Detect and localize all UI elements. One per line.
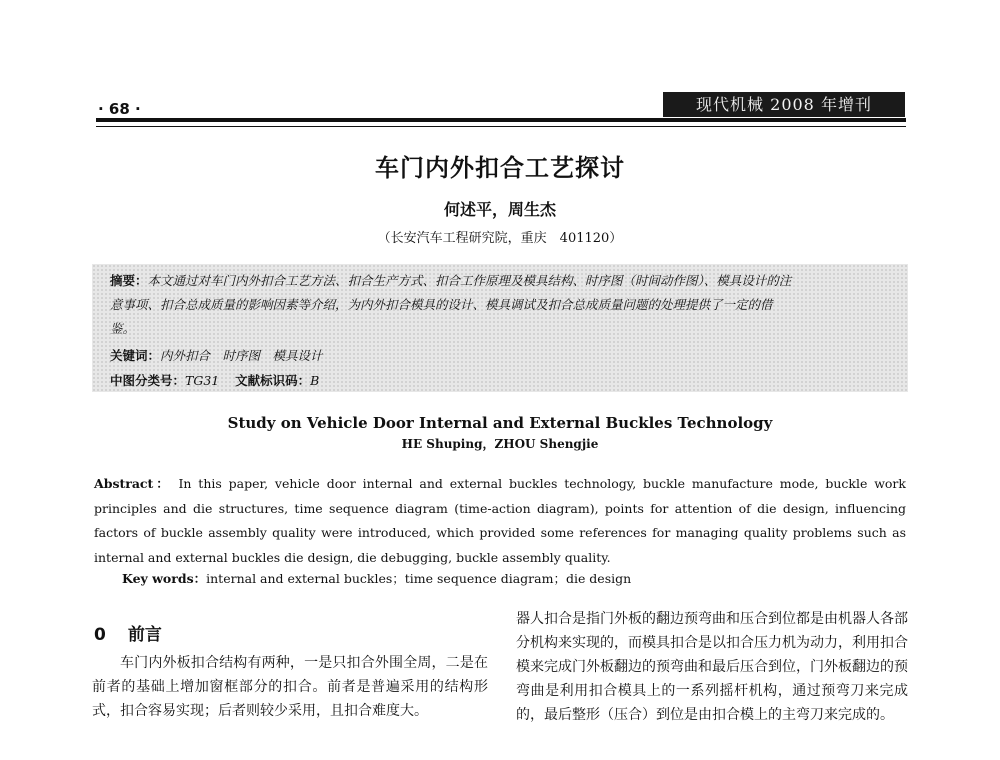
doc-code-value: B: [310, 373, 320, 388]
abstract-en: [94, 472, 906, 570]
header-rule-thin: [96, 126, 906, 127]
abstract-cn-line-3: 鉴。: [110, 321, 136, 336]
abstract-en-label: Abstract：: [94, 476, 172, 491]
article-title-en: Study on Vehicle Door Internal and External Buckles Technology: [227, 414, 773, 432]
authors-cn: 何述平，周生杰: [443, 200, 556, 219]
keywords-cn-value: 内外扣合 时序图 模具设计: [160, 348, 323, 363]
page-number: · 68 ·: [98, 100, 141, 118]
section-title: 前言: [127, 625, 162, 645]
authors-en: HE Shuping，ZHOU Shengjie: [401, 437, 599, 451]
classification-line: [110, 371, 319, 389]
section-number: 0: [94, 625, 106, 645]
keywords-cn-label: 关键词：: [110, 348, 161, 363]
keywords-en-label: Key words：: [122, 571, 207, 586]
keywords-cn: [110, 346, 323, 364]
affiliation-cn: （长安汽车工程研究院，重庆 401120）: [377, 231, 623, 246]
journal-banner: 现代机械 2008 年增刊: [663, 92, 905, 117]
keywords-en-value: internal and external buckles；time sequence diagram；die design: [206, 571, 632, 586]
keywords-en: [122, 569, 631, 587]
abstract-en-text: In this paper, vehicle door internal and external buckles technology, buckle manufacture mode, buckle work principles and die structures, time sequence diagram (time-action diagram), points for attention of die design, influencing factors of buckle assembly quality were introduced, which provided some references for managing quality problems such as internal and external buckles die design, die debugging, buckle assembly quality.: [94, 476, 906, 565]
body-paragraph-right: 器人扣合是指门外板的翻边预弯曲和压合到位都是由机器人各部分机构来实现的，而模具扣合是以扣合压力机为动力，利用扣合模来完成门外板翻边的预弯曲和最后压合到位，门外板翻边的预弯曲是利用扣合模具上的一系列摇杆机构，通过预弯刀来完成的，最后整形（压合）到位是由扣合模上的主弯刀来完成的。: [516, 611, 908, 723]
abstract-cn-line-2: 意事项、扣合总成质量的影响因素等介绍，为内外扣合模具的设计、模具调试及扣合总成质量问题的处理提供了一定的借: [110, 297, 773, 312]
header-rule-thick: [96, 118, 906, 122]
abstract-cn-label: 摘要：: [110, 273, 148, 288]
section-heading: [94, 620, 184, 645]
abstract-cn-text-1: 本文通过对车门内外扣合工艺方法、扣合生产方式、扣合工作原理及模具结构、时序图（时间动作图）、模具设计的注: [147, 273, 792, 288]
abstract-cn-line-1: [110, 271, 791, 289]
article-title-cn: 车门内外扣合工艺探讨: [375, 154, 625, 182]
classification-label: 中图分类号：: [110, 373, 186, 388]
body-paragraph-left: 车门内外板扣合结构有两种，一是只扣合外围全周，二是在前者的基础上增加窗框部分的扣合。前者是普遍采用的结构形式，扣合容易实现；后者则较少采用，且扣合难度大。: [92, 655, 488, 719]
doc-code-label: 文献标识码：: [235, 373, 311, 388]
classification-value: TG31: [185, 373, 220, 388]
